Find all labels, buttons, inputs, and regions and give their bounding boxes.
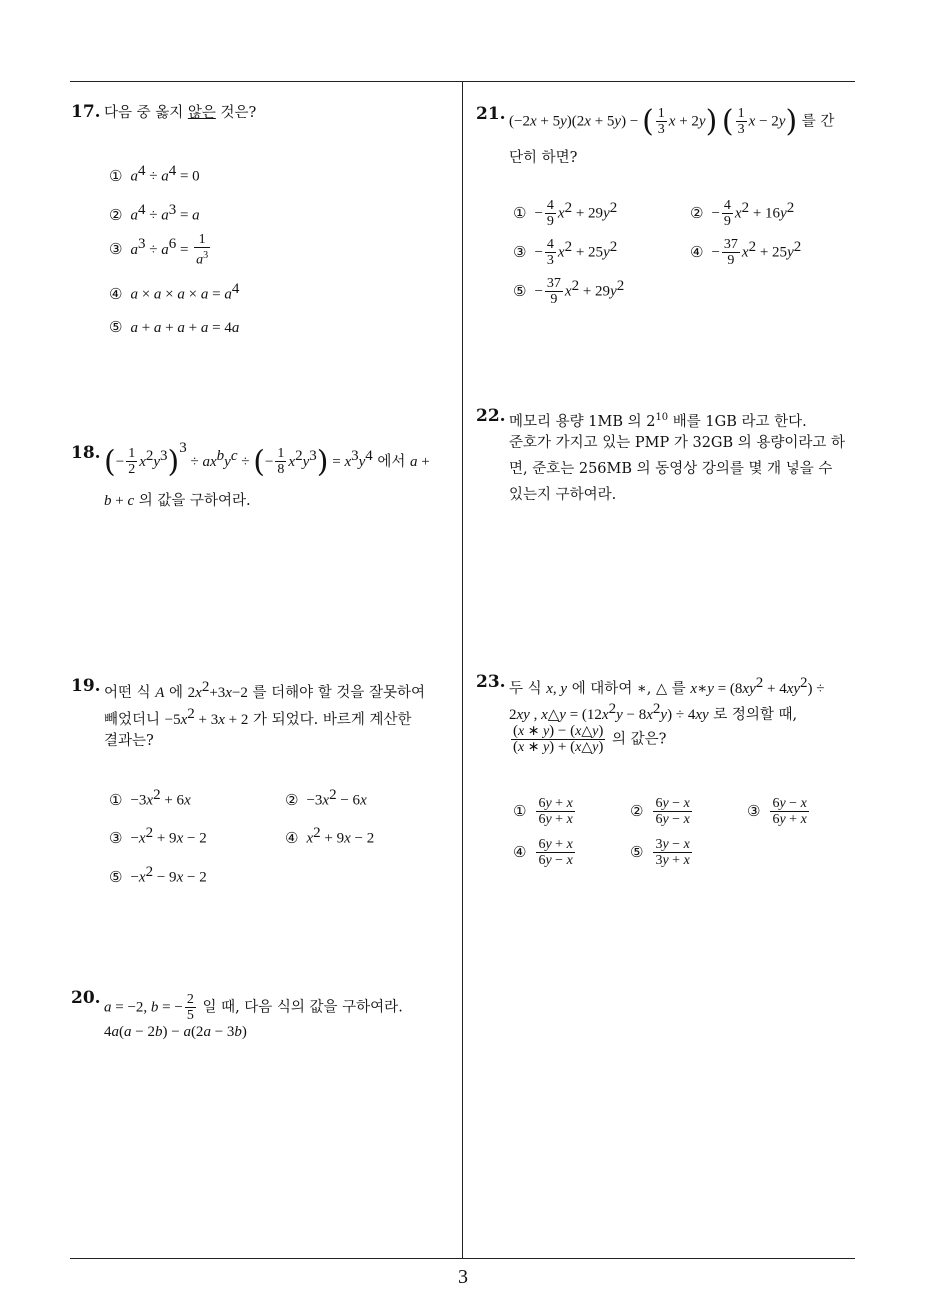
option-2[interactable]: ② $a^4 \div a^3 = a$: [109, 202, 200, 224]
question-text-line-3: $\frac{(x ∗ y) - (x\triangle y)}{(x ∗ y) + (x\triangle y)}$ 의 값은?: [513, 723, 667, 755]
question-text-line-1: 두 식 x, y 에 대하여 ∗, △ 를 x∗y = $(8xy^2 + 4xy^2)$ ÷: [509, 675, 825, 697]
option-5[interactable]: ⑤ $\frac{3y - x}{3y + x}$: [630, 837, 690, 868]
option-3[interactable]: ③ $\frac{6y - x}{6y + x}$: [747, 796, 807, 827]
question-number: 20.: [71, 988, 101, 1008]
option-1[interactable]: ① $a^4 \div a^4 = 0$: [109, 163, 200, 185]
question-text: (−2x + 5y)(2x + 5y) − ( $\frac{1}{3}$ x + 2y) ( $\frac{1}{3}$ x − 2y) 를 간: [509, 104, 835, 139]
option-5[interactable]: ⑤ a + a + a + a = 4a: [109, 318, 240, 336]
option-2[interactable]: ② $-3x^2 - 6x$: [285, 787, 367, 809]
option-2[interactable]: ② $\frac{6y - x}{6y - x}$: [630, 796, 690, 827]
question-text-line-3: 면, 준호는 256MB 의 동영상 강의를 몇 개 넣을 수: [509, 461, 833, 477]
option-1[interactable]: ① $\frac{6y + x}{6y + x}$: [513, 796, 573, 827]
column-divider: [462, 81, 463, 1259]
question-number: 19.: [71, 676, 101, 696]
option-3[interactable]: ③ $-x^2 + 9x - 2$: [109, 825, 207, 847]
option-2[interactable]: ② − $\frac{4}{9}$ $x^2 + 16y^2$: [690, 198, 795, 229]
question-number: 17.: [71, 102, 101, 122]
question-number: 18.: [71, 443, 101, 463]
question-text-line-3: 결과는?: [104, 733, 154, 749]
option-4[interactable]: ④ $\frac{6y + x}{6y - x}$: [513, 837, 573, 868]
question-text-line-1: 어떤 식 A 에 $2x^2+3x-2$ 를 더해야 할 것을 잘못하여: [104, 679, 426, 701]
option-1[interactable]: ① − $\frac{4}{9}$ $x^2 + 29y^2$: [513, 198, 618, 229]
page-number: 3: [458, 1266, 468, 1288]
question-text-line-2: 준호가 가지고 있는 PMP 가 32GB 의 용량이라고 하: [509, 435, 846, 451]
option-5[interactable]: ⑤ $-x^2 - 9x - 2$: [109, 864, 207, 886]
question-text-line-2: 2xy , x△y = $(12x^2y - 8x^2y) \div 4xy$ 로 정의할 때,: [509, 701, 798, 723]
option-3[interactable]: ③ $a^3 \div a^6$ = $\frac{1}{a^3}$: [109, 232, 209, 268]
option-5[interactable]: ⑤ − $\frac{37}{9}$ $x^2 + 29y^2$: [513, 276, 625, 307]
question-text-line-4: 있는지 구하여라.: [509, 487, 617, 503]
question-number: 23.: [476, 672, 506, 692]
option-3[interactable]: ③ − $\frac{4}{3}$ $x^2 + 25y^2$: [513, 237, 618, 268]
bottom-rule: [70, 1258, 855, 1259]
option-4[interactable]: ④ − $\frac{37}{9}$ $x^2 + 25y^2$: [690, 237, 802, 268]
question-text: (− $\frac{1}{2}$ $x^2y^3)^3 \div ax^by^c$ ÷ (− $\frac{1}{8}$ $x^2y^3) = x^3y^4$ 에서 a +: [104, 440, 430, 480]
option-1[interactable]: ① $-3x^2 + 6x$: [109, 787, 191, 809]
question-text: a = −2, b = − $\frac{2}{5}$ 일 때, 다음 식의 값을 구하여라.: [104, 992, 403, 1023]
question-number: 21.: [476, 104, 506, 124]
expression: 4a(a − 2b) − a(2a − 3b): [104, 1024, 247, 1040]
option-4[interactable]: ④ $a \times a \times a \times a = a^4$: [109, 281, 240, 303]
question-text-line-1: 메모리 용량 1MB 의 $2^{10}$ 배를 1GB 라고 한다.: [509, 412, 807, 430]
option-4[interactable]: ④ $x^2 + 9x - 2$: [285, 825, 375, 847]
question-text: 다음 중 옳지 않은 것은?: [104, 105, 257, 121]
question-number: 22.: [476, 406, 506, 426]
question-text-line-2: 빼었더니 $-5x^2 + 3x + 2$ 가 되었다. 바르게 계산한: [104, 706, 412, 728]
question-text-2: 단히 하면?: [509, 150, 578, 166]
question-text-2: b + c 의 값을 구하여라.: [104, 493, 251, 509]
